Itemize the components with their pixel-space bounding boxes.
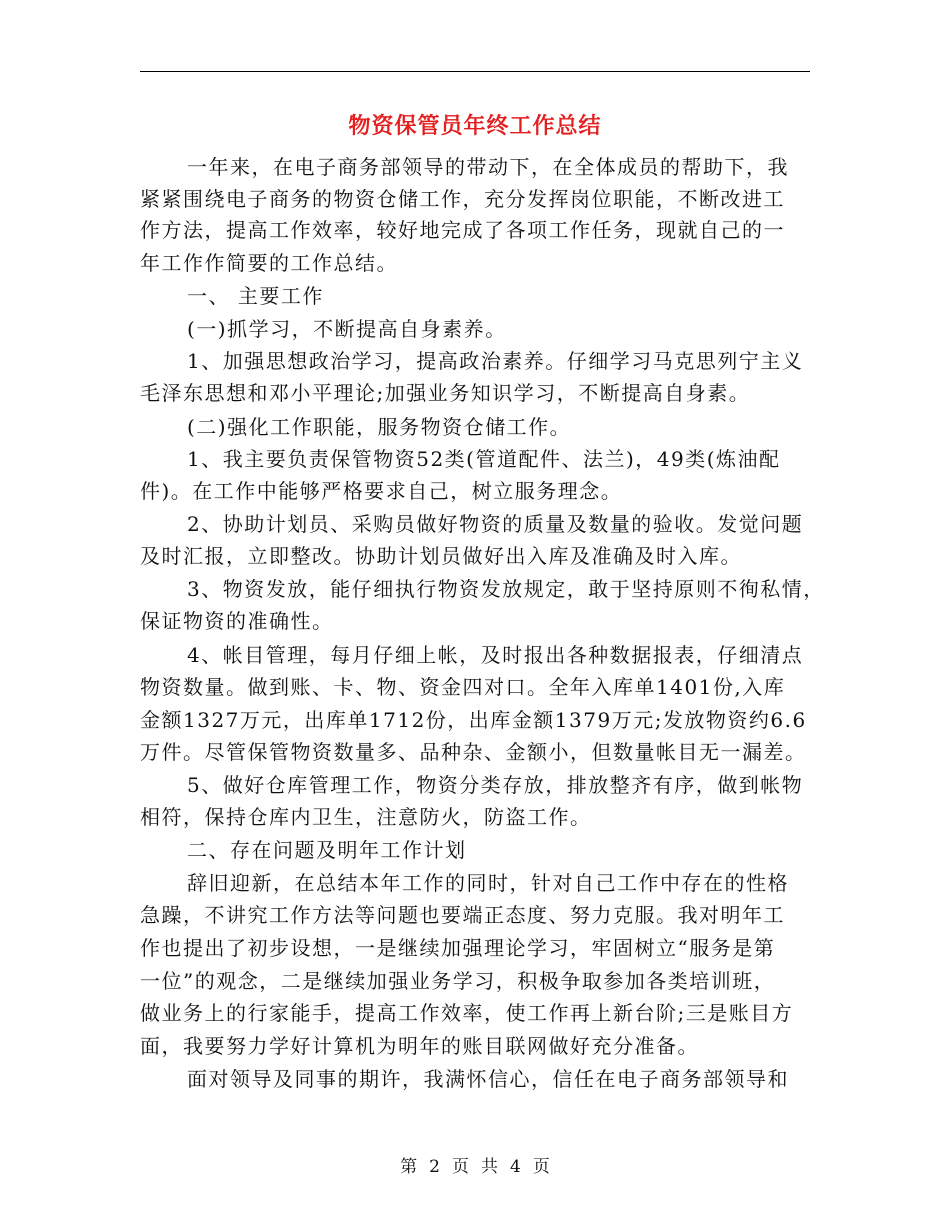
body-line: 一年来，在电子商务部领导的带动下，在全体成员的帮助下，我: [187, 155, 789, 179]
body-line: 件)。在工作中能够严格要求自己，树立服务理念。: [140, 479, 623, 503]
body-line: 辞旧迎新，在总结本年工作的同时，针对自己工作中存在的性格: [187, 871, 789, 895]
body-line: 毛泽东思想和邓小平理论;加强业务知识学习，不断提高自身素。: [140, 381, 751, 405]
body-line: 紧紧围绕电子商务的物资仓储工作，充分发挥岗位职能，不断改进工: [140, 187, 785, 211]
total-pages-number: 4: [510, 1157, 521, 1177]
body-line: 5、做好仓库管理工作，物资分类存放，排放整齐有序，做到帐物: [187, 773, 804, 797]
body-line: 万件。尽管保管物资数量多、品种杂、金额小，但数量帐目无一漏差。: [140, 740, 807, 764]
body-line: 面，我要努力学好计算机为明年的账目联网做好充分准备。: [140, 1034, 699, 1058]
body-line: 2、协助计划员、采购员做好物资的质量及数量的验收。发觉问题: [187, 512, 804, 536]
body-line: 及时汇报，立即整改。协助计划员做好出入库及准确及时入库。: [140, 544, 742, 568]
page-footer: [0, 1155, 950, 1179]
current-page-number: 2: [429, 1157, 440, 1177]
page-label-prefix: 第: [400, 1157, 418, 1177]
page-label-suffix: 页: [532, 1157, 550, 1177]
body-line: 金额1327万元，出库单1712份，出库金额1379万元;发放物资约6.6: [140, 708, 807, 732]
body-line: 面对领导及同事的期许，我满怀信心，信任在电子商务部领导和: [187, 1067, 789, 1091]
body-line: 急躁，不讲究工作方法等问题也要端正态度、努力克服。我对明年工: [140, 903, 785, 927]
body-line: 保证物资的准确性。: [140, 609, 334, 633]
subsection-heading: (二)强化工作职能，服务物资仓储工作。: [187, 415, 572, 439]
body-line: 一位”的观念，二是继续加强业务学习，积极争取参加各类培训班，: [140, 969, 776, 993]
header-rule: [140, 71, 810, 72]
body-line: 做业务上的行家能手，提高工作效率，使工作再上新台阶;三是账目方: [140, 1001, 794, 1025]
body-line: 物资数量。做到账、卡、物、资金四对口。全年入库单1401份,入库: [140, 675, 786, 699]
body-line: 3、物资发放，能仔细执行物资发放规定，敢于坚持原则不徇私情，: [187, 577, 825, 601]
body-line: 1、加强思想政治学习，提高政治素养。仔细学习马克思列宁主义: [187, 349, 804, 373]
body-line: 4、帐目管理，每月仔细上帐，及时报出各种数据报表，仔细清点: [187, 643, 804, 667]
total-label: 共: [481, 1157, 498, 1177]
subsection-heading: (一)抓学习，不断提高自身素养。: [187, 317, 507, 341]
section-heading: 二、存在问题及明年工作计划: [187, 838, 467, 862]
section-heading: 一、 主要工作: [187, 284, 324, 308]
body-line: 1、我主要负责保管物资52类(管道配件、法兰)，49类(炼油配: [187, 447, 781, 471]
body-line: 相符，保持仓库内卫生，注意防火，防盗工作。: [140, 805, 592, 829]
body-line: 作方法，提高工作效率，较好地完成了各项工作任务，现就自己的一: [140, 218, 785, 242]
page-label-mid: 页: [452, 1157, 469, 1177]
body-line: 年工作作简要的工作总结。: [140, 251, 398, 275]
document-title: 物资保管员年终工作总结: [348, 114, 602, 139]
body-line: 作也提出了初步设想，一是继续加强理论学习，牢固树立“服务是第: [140, 936, 776, 960]
